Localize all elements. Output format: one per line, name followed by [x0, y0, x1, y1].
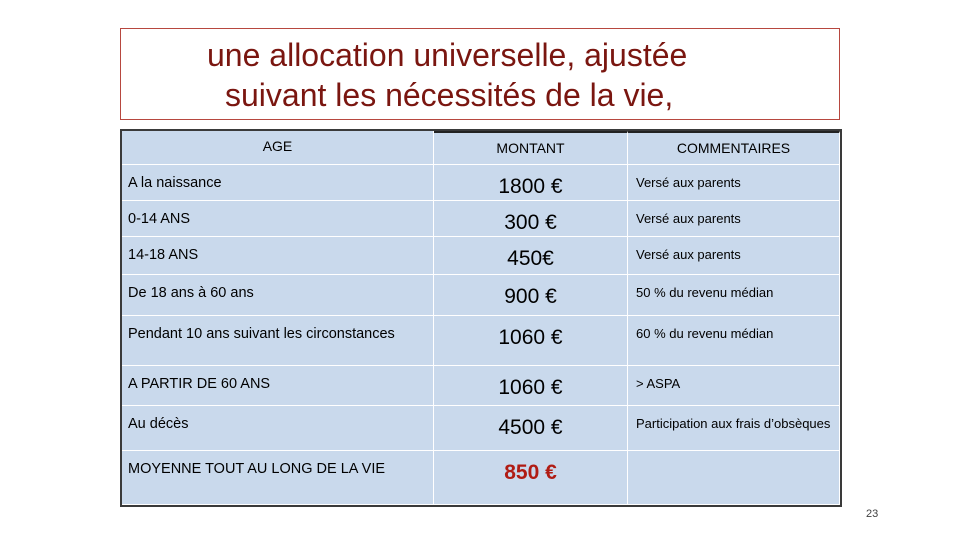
- header-commentaires: COMMENTAIRES: [628, 131, 840, 165]
- header-age: AGE: [122, 131, 434, 165]
- header-montant: MONTANT: [434, 131, 628, 165]
- table-row-age: A la naissance: [122, 165, 434, 201]
- table-row-age: MOYENNE TOUT AU LONG DE LA VIE: [122, 451, 434, 505]
- table-row-comment: Versé aux parents: [628, 237, 840, 275]
- table-row-comment: Versé aux parents: [628, 201, 840, 237]
- table-row-comment: 50 % du revenu médian: [628, 275, 840, 316]
- allocation-table: [120, 129, 842, 507]
- title-line-1: une allocation universelle, ajustée: [207, 37, 688, 73]
- table-row-comment: 60 % du revenu médian: [628, 316, 840, 366]
- table-row-age: A PARTIR DE 60 ANS: [122, 366, 434, 406]
- page-number: 23: [866, 508, 879, 520]
- table-row-age: Pendant 10 ans suivant les circonstances: [122, 316, 434, 366]
- table-row-comment: > ASPA: [628, 366, 840, 406]
- table-row-age: Au décès: [122, 406, 434, 451]
- table-row-age: 0-14 ANS: [122, 201, 434, 237]
- table-row-amount: 1060 €: [434, 366, 628, 406]
- table-row-comment: [628, 451, 840, 505]
- table-row-amount-average: 850 €: [434, 451, 628, 505]
- table-row-comment: Versé aux parents: [628, 165, 840, 201]
- table-row-amount: 4500 €: [434, 406, 628, 451]
- table-row-amount: 300 €: [434, 201, 628, 237]
- table-row-amount: 450€: [434, 237, 628, 275]
- table-row-comment: Participation aux frais d’obsèques: [628, 406, 840, 451]
- title-box: [120, 28, 840, 120]
- table-row-amount: 1800 €: [434, 165, 628, 201]
- table-row-age: 14-18 ANS: [122, 237, 434, 275]
- table-row-amount: 1060 €: [434, 316, 628, 366]
- table-row-amount: 900 €: [434, 275, 628, 316]
- title-line-2: suivant les nécessités de la vie,: [225, 77, 674, 113]
- table-row-age: De 18 ans à 60 ans: [122, 275, 434, 316]
